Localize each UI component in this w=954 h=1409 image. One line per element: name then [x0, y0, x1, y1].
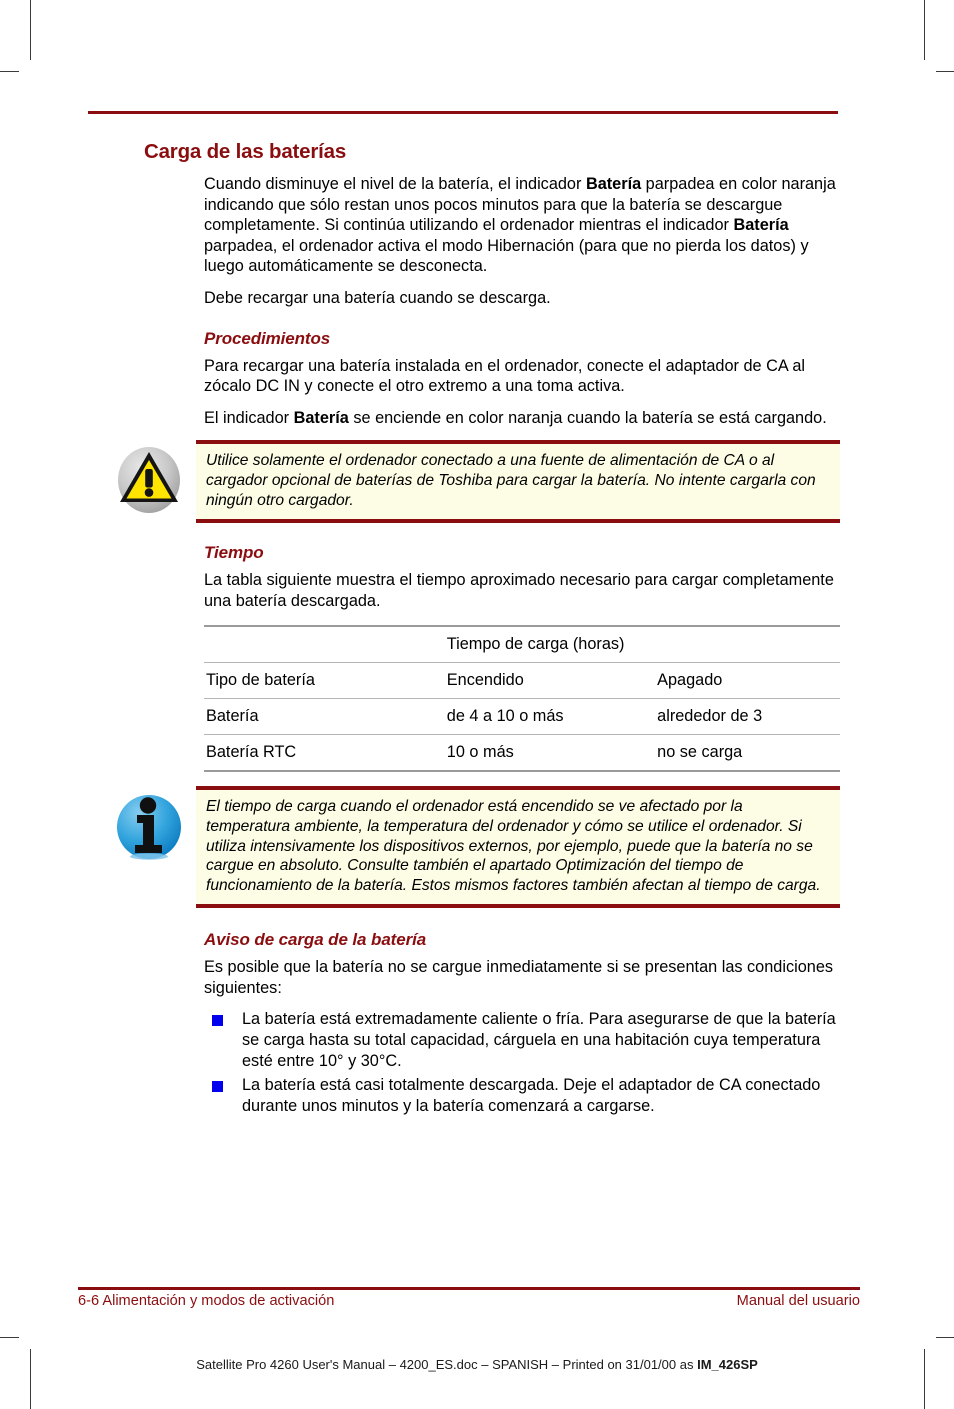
aviso-paragraph: Es posible que la batería no se cargue inmediatamente si se presentan las condiciones siguientes: [204, 958, 834, 997]
info-callout [88, 786, 840, 908]
table-cell-type: Batería RTC [204, 735, 445, 772]
page-footer [78, 1293, 860, 1309]
table-cell-off: no se carga [655, 735, 840, 772]
footer-chapter-label: 6-6 Alimentación y modos de activación [78, 1293, 335, 1309]
warning-callout [88, 440, 840, 523]
crop-mark-top-left-vertical [30, 0, 31, 60]
footer-rule [78, 1287, 860, 1290]
information-i-icon [112, 790, 186, 864]
table-column-header-type: Tipo de batería [204, 663, 445, 699]
print-line-code: IM_426SP [697, 1357, 758, 1372]
page-content [88, 140, 840, 1120]
warning-callout-text: Utilice solamente el ordenador conectado a una fuente de alimentación de CA o al cargador opcional de baterías de Toshiba para cargar la batería. No intente cargarla con ningún otro cargador. [206, 452, 816, 509]
info-callout-text: El tiempo de carga cuando el ordenador está encendido se ve afectado por la temperatura ambiente, la temperatura del ordenador y cómo se utilice el ordenador. Si utiliza intensivamente los dispositivos externos, por ejemplo, puede que la batería no se cargue en absoluto. Consulte también el apartado Optimización del tiempo de funcionamiento de la batería. Estos mismos factores también afectan al tiempo de carga. [206, 798, 821, 894]
crop-mark-bottom-left-horizontal [0, 1337, 19, 1338]
list-item-text: La batería está casi totalmente descargada. Deje el adaptador de CA conectado durante unos minutos y la batería comenzará a cargarse. [242, 1076, 821, 1115]
square-bullet-icon [212, 1081, 223, 1092]
list-item [204, 1009, 848, 1071]
table-column-header-on: Encendido [445, 663, 655, 699]
procedimientos-paragraph-2: El indicador Batería se enciende en color naranja cuando la batería se está cargando. [204, 408, 827, 427]
table-header-row [204, 663, 840, 699]
intro-paragraph-2: Debe recargar una batería cuando se descarga. [204, 288, 551, 307]
table-cell-on: de 4 a 10 o más [445, 699, 655, 735]
crop-mark-top-right-horizontal [936, 71, 954, 72]
heading-procedimientos: Procedimientos [204, 328, 331, 348]
table-cell-type: Batería [204, 699, 445, 735]
intro-paragraph-1: Cuando disminuye el nivel de la batería, el indicador Batería parpadea en color naranja indicando que sólo restan unos pocos minutos para que la batería se descargue completamente. Si continúa utilizando el ordenador mientras el indicador Batería parpadea, el ordenador activa el modo Hibernación (para que no pierda los datos) y luego automáticamente se desconecta. [204, 175, 836, 276]
page-title: Carga de las baterías [144, 140, 347, 163]
crop-mark-top-right-vertical [924, 0, 925, 60]
footer-manual-label: Manual del usuario [736, 1293, 860, 1309]
table-cell-off: alrededor de 3 [655, 699, 840, 735]
table-row [204, 699, 840, 735]
crop-mark-bottom-right-horizontal [936, 1337, 954, 1338]
table-row [204, 735, 840, 772]
tiempo-paragraph: La tabla siguiente muestra el tiempo aproximado necesario para cargar completamente una batería descargada. [204, 571, 834, 610]
warning-callout-box [196, 440, 840, 523]
list-item-text: La batería está extremadamente caliente o fría. Para asegurarse de que la batería se carga hasta su total capacidad, cárguela en una habitación cuya temperatura esté entre 10° y 30°C. [242, 1010, 836, 1070]
heading-tiempo: Tiempo [204, 543, 264, 563]
charge-time-table [204, 625, 840, 772]
print-line-prefix: Satellite Pro 4260 User's Manual – 4200_ES.doc – SPANISH – Printed on 31/01/00 as [196, 1357, 698, 1372]
table-group-header-row [204, 626, 840, 663]
crop-mark-top-left-horizontal [0, 71, 19, 72]
heading-aviso: Aviso de carga de la batería [204, 930, 427, 950]
caution-triangle-icon [112, 444, 186, 518]
header-rule [88, 111, 838, 114]
emphasis-bateria: Batería [585, 175, 642, 193]
table-cell-on: 10 o más [445, 735, 655, 772]
aviso-bullet-list [204, 1009, 848, 1116]
table-column-header-off: Apagado [655, 663, 840, 699]
emphasis-bateria: Batería [733, 216, 789, 235]
list-item [204, 1075, 848, 1116]
table-group-header-spacer [204, 626, 445, 663]
square-bullet-icon [212, 1015, 223, 1026]
info-callout-box [196, 786, 840, 908]
table-group-header-label: Tiempo de carga (horas) [445, 626, 840, 663]
procedimientos-paragraph-1: Para recargar una batería instalada en el ordenador, conecte el adaptador de CA al zócalo DC IN y conecte el otro extremo a una toma activa. [204, 356, 806, 396]
print-production-line [0, 1357, 954, 1372]
emphasis-bateria: Batería [293, 408, 349, 427]
